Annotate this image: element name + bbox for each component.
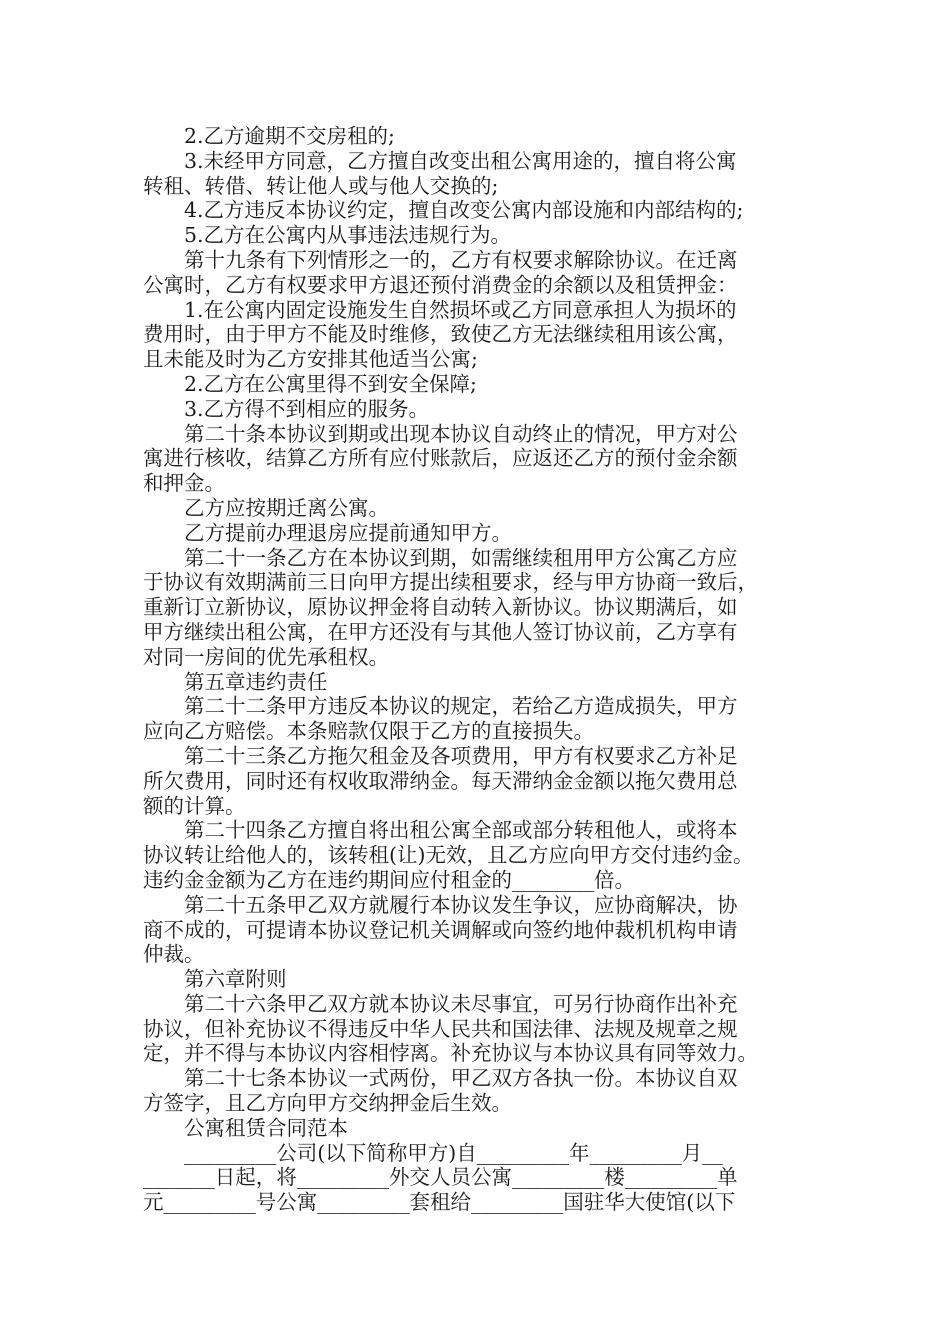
text-line: 第二十六条甲乙双方就本协议未尽事宜，可另行协商作出补充 [143,991,738,1016]
text-line: 乙方提前办理退房应提前通知甲方。 [143,520,512,545]
text-line: 和押金。 [143,471,225,496]
text-line: 于协议有效期满前三日向甲方提出续租要求，经与甲方协商一致后， [143,570,758,595]
text-line: 乙方应按期迁离公寓。 [143,495,389,520]
text-line: 第二十条本协议到期或出现本协议自动终止的情况，甲方对公 [143,421,738,446]
text-line: 定，并不得与本协议内容相悖离。补充协议与本协议具有同等效力。 [143,1041,758,1066]
text-line: 5.乙方在公寓内从事违法违规行为。 [143,223,512,248]
text-line: 方签字，且乙方向甲方交纳押金后生效。 [143,1091,512,1116]
text-line: 违约金金额为乙方在违约期间应付租金的________倍。 [143,867,635,892]
text-line: 2.乙方在公寓里得不到安全保障; [143,371,477,396]
chapter-heading: 第六章附则 [143,967,287,992]
text-line: 应向乙方赔偿。本条赔款仅限于乙方的直接损失。 [143,719,594,744]
text-line: 转租、转借、转让他人或与他人交换的; [143,173,499,198]
text-line: _______日起，将_________外交人员公寓_________楼_________单 [143,1165,738,1190]
chapter-heading: 第五章违约责任 [143,669,328,694]
text-line: 且未能及时为乙方安排其他适当公寓; [143,347,478,372]
document-body [143,124,823,1215]
text-line: 重新订立新协议，原协议押金将自动转入新协议。协议期满后，如 [143,595,738,620]
text-line: 第二十二条甲方违反本协议的规定，若给乙方造成损失，甲方 [143,694,738,719]
text-line: 对同一房间的优先承租权。 [143,644,389,669]
text-line: 商不成的，可提请本协议登记机关调解或向签约地仲裁机机构申请 [143,917,738,942]
text-line: 第十九条有下列情形之一的，乙方有权要求解除协议。在迁离 [143,247,738,272]
text-line: 所欠费用，同时还有权收取滞纳金。每天滞纳金金额以拖欠费用总 [143,768,738,793]
section-title: 公寓租赁合同范本 [143,1115,348,1140]
text-line: 额的计算。 [143,793,246,818]
text-line: 协议，但补充协议不得违反中华人民共和国法律、法规及规章之规 [143,1016,738,1041]
text-line: 公寓时，乙方有权要求甲方退还预付消费金的余额以及租赁押金： [143,272,738,297]
text-line: 3.乙方得不到相应的服务。 [143,396,430,421]
text-line: _________公司(以下简称甲方)自_________年_________月__ [143,1140,723,1165]
text-line: 4.乙方违反本协议约定，擅自改变公寓内部设施和内部结构的; [143,198,744,223]
text-line: 第二十一条乙方在本协议到期，如需继续租用甲方公寓乙方应 [143,545,738,570]
text-line: 1.在公寓内固定设施发生自然损坏或乙方同意承担人为损坏的 [143,297,737,322]
text-line: 费用时，由于甲方不能及时维修，致使乙方无法继续租用该公寓， [143,322,738,347]
text-line: 仲裁。 [143,942,205,967]
text-line: 第二十四条乙方擅自将出租公寓全部或部分转租他人，或将本 [143,818,738,843]
text-line: 协议转让给他人的，该转租(让)无效，且乙方应向甲方交付违约金。 [143,843,754,868]
text-line: 3.未经甲方同意，乙方擅自改变出租公寓用途的，擅自将公寓 [143,148,737,173]
text-line: 第二十五条甲乙双方就履行本协议发生争议，应协商解决，协 [143,892,738,917]
text-line: 寓进行核收，结算乙方所有应付账款后，应返还乙方的预付金余额 [143,446,738,471]
text-line: 第二十七条本协议一式两份，甲乙双方各执一份。本协议自双 [143,1066,738,1091]
text-line: 第二十三条乙方拖欠租金及各项费用，甲方有权要求乙方补足 [143,743,738,768]
text-line: 元_________号公寓_________套租给_________国驻华大使馆(以下 [143,1190,736,1215]
text-line: 甲方继续出租公寓，在甲方还没有与其他人签订协议前，乙方享有 [143,619,738,644]
text-line: 2.乙方逾期不交房租的; [143,124,395,148]
